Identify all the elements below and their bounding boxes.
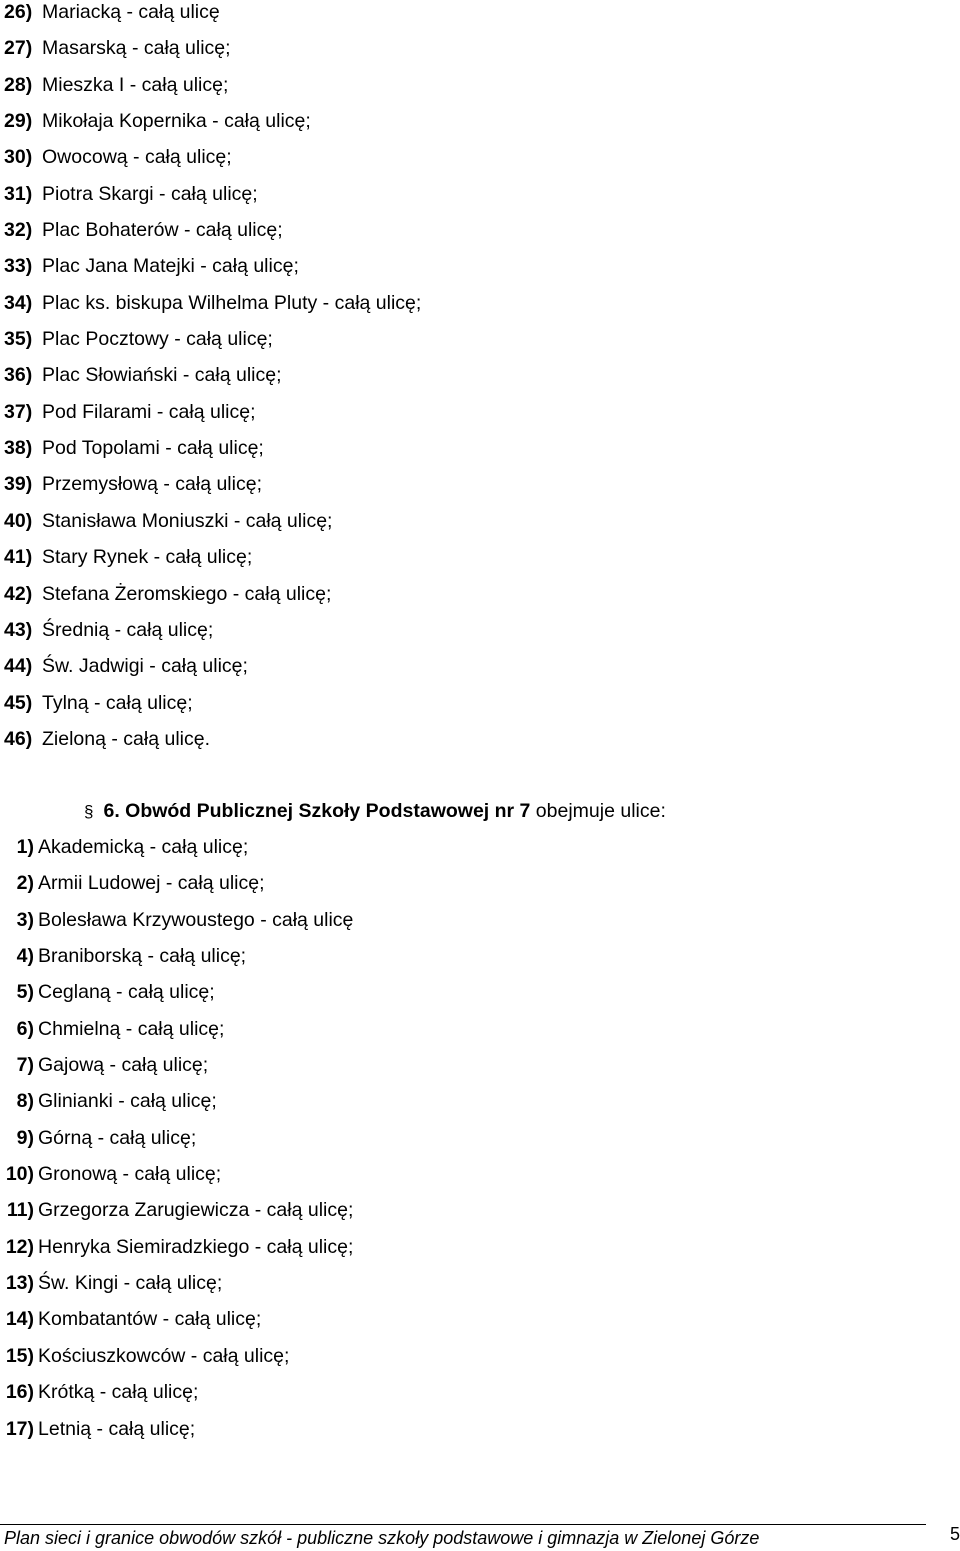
list-item-text: Braniborską - całą ulicę; — [38, 945, 247, 968]
list-item — [0, 1374, 353, 1410]
list-item-number: 37) — [4, 400, 33, 423]
list-item-text: Mikołaja Kopernika - całą ulicę; — [42, 110, 311, 133]
list-item-number: 8) — [16, 1090, 34, 1113]
list-item-number: 14) — [5, 1308, 34, 1331]
list-item-text: Masarską - całą ulicę; — [42, 37, 231, 60]
section-heading-rest: obejmuje ulice: — [530, 800, 666, 822]
list-item-text: Bolesława Krzywoustego - całą ulicę — [38, 908, 354, 931]
list-item-text: Przemysłową - całą ulicę; — [42, 473, 262, 496]
list-item-number: 13) — [5, 1272, 34, 1295]
list-item — [0, 1265, 353, 1301]
list-item-text: Św. Kingi - całą ulicę; — [38, 1272, 223, 1295]
list-item — [0, 648, 421, 684]
list-item-number: 38) — [4, 437, 33, 460]
list-item-number: 5) — [16, 981, 34, 1004]
list-item-number: 16) — [5, 1381, 34, 1404]
list-item-number: 41) — [4, 546, 33, 569]
list-item — [0, 0, 421, 30]
list-item — [0, 176, 421, 212]
list-item-text: Chmielną - całą ulicę; — [38, 1017, 225, 1040]
list-item — [0, 1047, 353, 1083]
list-item-number: 31) — [4, 182, 33, 205]
street-list-continued — [0, 0, 421, 757]
list-item-text: Piotra Skargi - całą ulicę; — [42, 182, 258, 205]
list-item-text: Akademicką - całą ulicę; — [38, 836, 249, 858]
list-item — [0, 103, 421, 139]
list-item-text: Glinianki - całą ulicę; — [38, 1090, 217, 1113]
list-item-text: Kościuszkowców - całą ulicę; — [38, 1344, 290, 1367]
list-item-number: 7) — [16, 1054, 34, 1077]
list-item-text: Górną - całą ulicę; — [38, 1126, 197, 1149]
list-item — [0, 865, 353, 901]
list-item-number: 40) — [4, 509, 33, 532]
list-item — [0, 466, 421, 502]
list-item — [0, 503, 421, 539]
section-heading — [84, 793, 666, 829]
list-item-text: Gajową - całą ulicę; — [38, 1054, 209, 1077]
list-item — [0, 30, 421, 66]
list-item-number: 4) — [16, 945, 34, 968]
list-item — [0, 974, 353, 1010]
list-item — [0, 1120, 353, 1156]
list-item-text: Henryka Siemiradzkiego - całą ulicę; — [38, 1235, 354, 1258]
list-item-number: 27) — [4, 37, 33, 60]
list-item-text: Kombatantów - całą ulicę; — [38, 1308, 262, 1331]
list-item — [0, 139, 421, 175]
list-item — [0, 321, 421, 357]
list-item — [0, 1192, 353, 1228]
list-item-number: 30) — [4, 146, 33, 169]
list-item-number: 3) — [16, 908, 34, 931]
list-item-text: Krótką - całą ulicę; — [38, 1381, 199, 1404]
street-list-school-7 — [0, 829, 353, 1447]
list-item — [0, 1229, 353, 1265]
list-item-text: Średnią - całą ulicę; — [42, 618, 214, 641]
list-item-text: Pod Filarami - całą ulicę; — [42, 400, 256, 423]
list-item — [0, 1301, 353, 1337]
list-item-number: 17) — [5, 1417, 34, 1440]
list-item-text: Plac Bohaterów - całą ulicę; — [42, 219, 283, 242]
list-item-number: 26) — [4, 1, 33, 23]
list-item-text: Mieszka I - całą ulicę; — [42, 73, 229, 96]
list-item-text: Św. Jadwigi - całą ulicę; — [42, 655, 248, 678]
list-item-text: Plac Jana Matejki - całą ulicę; — [42, 255, 299, 278]
list-item — [0, 430, 421, 466]
list-item-number: 15) — [5, 1344, 34, 1367]
list-item-text: Owocową - całą ulicę; — [42, 146, 232, 169]
list-item-number: 43) — [4, 618, 33, 641]
list-item-number: 44) — [4, 655, 33, 678]
list-item — [0, 938, 353, 974]
list-item — [0, 357, 421, 393]
list-item — [0, 1011, 353, 1047]
list-item — [0, 1083, 353, 1119]
list-item — [0, 285, 421, 321]
list-item — [0, 67, 421, 103]
list-item-number: 2) — [16, 872, 34, 895]
paragraph-mark: § — [84, 802, 94, 821]
list-item-number: 11) — [6, 1199, 34, 1222]
list-item-text: Tylną - całą ulicę; — [42, 691, 193, 714]
list-item — [0, 212, 421, 248]
list-item-text: Stanisława Moniuszki - całą ulicę; — [42, 509, 333, 532]
list-item-text: Letnią - całą ulicę; — [38, 1417, 196, 1440]
list-item — [0, 1411, 353, 1447]
list-item — [0, 829, 353, 865]
list-item — [0, 539, 421, 575]
list-item — [0, 721, 421, 757]
list-item — [0, 612, 421, 648]
list-item — [0, 394, 421, 430]
list-item-number: 36) — [4, 364, 33, 387]
list-item-number: 42) — [4, 582, 33, 605]
list-item — [0, 1338, 353, 1374]
list-item-text: Armii Ludowej - całą ulicę; — [38, 872, 265, 895]
list-item-number: 35) — [4, 328, 33, 351]
list-item-text: Plac Pocztowy - całą ulicę; — [42, 328, 273, 351]
list-item-number: 29) — [4, 110, 33, 133]
list-item-number: 34) — [4, 291, 33, 314]
list-item-text: Plac Słowiański - całą ulicę; — [42, 364, 282, 387]
list-item-number: 28) — [4, 73, 33, 96]
list-item-text: Ceglaną - całą ulicę; — [38, 981, 215, 1004]
list-item-text: Gronową - całą ulicę; — [38, 1163, 222, 1186]
list-item-number: 1) — [16, 836, 34, 858]
list-item-number: 12) — [5, 1235, 34, 1258]
list-item-number: 10) — [5, 1163, 34, 1186]
list-item-text: Zieloną - całą ulicę. — [42, 727, 210, 750]
list-item — [0, 685, 421, 721]
list-item-text: Grzegorza Zarugiewicza - całą ulicę; — [38, 1199, 354, 1222]
list-item — [0, 902, 353, 938]
list-item-text: Plac ks. biskupa Wilhelma Pluty - całą ulicę; — [42, 291, 422, 314]
list-item — [0, 576, 421, 612]
section-heading-bold: 6. Obwód Publicznej Szkoły Podstawowej nr 7 — [103, 800, 531, 822]
list-item — [0, 248, 421, 284]
list-item-text: Pod Topolami - całą ulicę; — [42, 437, 264, 460]
list-item-text: Mariacką - całą ulicę — [42, 1, 220, 23]
footer-title: Plan sieci i granice obwodów szkół - publiczne szkoły podstawowe i gimnazja w Zielonej Górze — [4, 1528, 760, 1548]
footer-divider — [0, 1524, 926, 1525]
list-item-number: 46) — [4, 727, 33, 750]
list-item-text: Stefana Żeromskiego - całą ulicę; — [42, 582, 332, 605]
page-number: 5 — [949, 1524, 960, 1544]
list-item-number: 33) — [4, 255, 33, 278]
list-item-number: 6) — [16, 1017, 34, 1040]
list-item-number: 45) — [4, 691, 33, 714]
list-item-number: 32) — [4, 219, 33, 242]
list-item — [0, 1156, 353, 1192]
list-item-text: Stary Rynek - całą ulicę; — [42, 546, 253, 569]
list-item-number: 39) — [4, 473, 33, 496]
list-item-number: 9) — [16, 1126, 34, 1149]
